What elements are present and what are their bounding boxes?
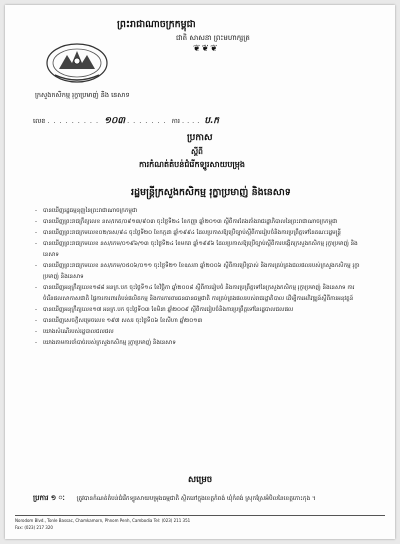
footer-contact: Fax: (023) 217 320 [15, 525, 53, 530]
list-item: - បានឃើញអនុក្រឹត្យលេខ១៨៨ អនក្រ.បក ចុះថ្ងៃទី១៤ ខែវិច្ឆិកា ឆ្នាំ២០០៨ ស្ដីពីការរៀបចំ និងការប្រព្រឹត្តទៅនៃក្រសួងកសិកម្ម រុក្ខាប្រមាញ់ និងនេសាទ ការចំរើនផលសាកាសជាតិ ផ្ទៃការការពារតំបន់ផលិតកម្ម និងការការពារធនធានធម្មជាតិ ការគ្រប់គ្រងផលរបស់រាជរដ្ឋាភិបាល ដើម្បីការអភិវឌ្ឍន៍ស្ដីពីការអនុវត្តន៍ [35, 283, 365, 305]
list-item: - បានឃើញព្រះរាជក្រមលេខ នស/រកម/០៥០៦/០១១ ចុះថ្ងៃទី២១ ខែឧសភា ឆ្នាំ២០០៦ ស្ដីពីការប្រើប្រាស់ និងការគ្រប់គ្រងជលផលរបស់ក្រសួងកសិកម្ម រុក្ខាប្រមាញ់ និងនេសាទ [35, 261, 365, 283]
ref-date-label: ការ [171, 117, 180, 125]
list-item: - បានឃើញព្រះរាជក្រមលេខ នស/រកម/០១៩៦/១៣ ចុះថ្ងៃទី២៤ ខែមករា ឆ្នាំ១៩៩៦ ដែលប្រកាសឱ្យប្រើច្បាប់ស្ដីពីការបង្កើតក្រសួងកសិកម្ម រុក្ខាប្រមាញ់ និងនេសាទ [35, 239, 365, 261]
footer [15, 515, 385, 530]
list-item: - បានឃើញព្រះរាជក្រឹត្យលេខ នស/រកត/០៩១៣/៩០៣ ចុះថ្ងៃទី២៤ ខែកញ្ញា ឆ្នាំ២០១៣ ស្ដីពីការតែងតាំងរាជរដ្ឋាភិបាលនៃព្រះរាជាណាចក្រកម្ពុជា [35, 217, 365, 228]
decision-heading: សម្រេច [188, 475, 213, 485]
considerations-list [35, 206, 365, 349]
footer-address: Norodom Blvd., Tonle Bassac, Chamkamorn, Phnom Penh, Cambodia Tel: (023) 211 351 [15, 518, 191, 523]
reference-row: លេខ ......... ១០៣ ....... ការ .... ប.ក [33, 116, 219, 126]
header-ornament: ❦❦❦ [193, 44, 219, 54]
ministry-line: ក្រសួងកសិកម្ម រុក្ខាប្រមាញ់ និង នេសាទ [35, 91, 130, 99]
article-1-text: ត្រូវបានកំណត់តំបន់ជំរើកទ្បូរសាយបម្រុងធម្មជាតិ ស្ថិតនៅក្នុងខេត្តកំពង់ ឃុំកំពង់ ស្រុកស្រែអំបិលនៃខេត្តកោះកុង ។ [76, 496, 316, 502]
article-1-label: ប្រការ ១ ៈ [33, 494, 65, 502]
national-motto: ជាតិ សាសនា ព្រះមហាក្សត្រ [176, 34, 250, 42]
list-item: - យោងតាមការចាំបាច់របស់ក្រសួងកសិកម្ម រុក្ខាប្រមាញ់ និងនេសាទ [35, 338, 365, 349]
list-item: - បានឃើញរដ្ឋធម្មនុញ្ញនៃព្រះរាជាណាចក្រកម្ពុជា [35, 206, 365, 217]
issuer-title: រដ្ឋមន្ត្រីក្រសួងកសិកម្ម រុក្ខាប្រមាញ់ និងនេសាទ [131, 187, 291, 198]
ministry-emblem-logo [41, 41, 113, 91]
list-item: - យោងសំណើរបស់រដ្ឋបាលជលផល [35, 327, 365, 338]
ref-code: ប.ក [204, 116, 219, 126]
subject-prefix: ស្តីពី [191, 147, 203, 156]
ref-number-label: លេខ [33, 117, 46, 125]
list-item: - បានឃើញព្រះរាជក្រមលេខ០២/នស/៩៤ ចុះថ្ងៃទី២០ ខែកក្កដា ឆ្នាំ១៩៩៤ ដែលប្រកាសឱ្យប្រើច្បាប់ស្ដីពីការរៀបចំនិងការប្រព្រឹត្តទៅនៃគណៈរដ្ឋមន្ត្រី [35, 228, 365, 239]
list-item: - បានឃើញសេចក្ដីសម្រេចលេខ ១៩៧ សសរ ចុះថ្ងៃទី០៦ ខែសីហា ឆ្នាំ២០១៣ [35, 316, 365, 327]
article-1 [33, 493, 363, 505]
subject-title: ការកំណត់តំបន់ជំរើកទ្បូរសាយបម្រុង [139, 160, 245, 169]
document-page [5, 5, 395, 539]
document-type-title: ប្រកាស [187, 133, 213, 143]
kingdom-header: ព្រះរាជាណាចក្រកម្ពុជា [117, 19, 196, 30]
list-item: - បានឃើញអនុក្រឹត្យលេខ១៧ អនក្រ.បក ចុះថ្ងៃទី០៣ ខែមិនា ឆ្នាំ២០០៩ ស្ដីពីការរៀបចំនិងការប្រព្រឹត្តទៅនៃរដ្ឋបាលជលផល [35, 305, 365, 316]
ref-number: ១០៣ [104, 116, 126, 126]
